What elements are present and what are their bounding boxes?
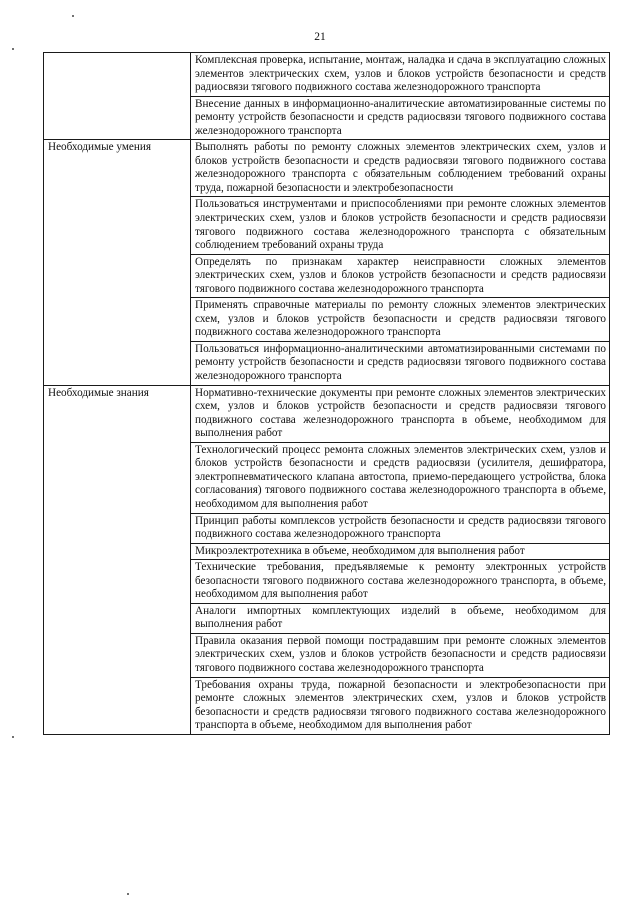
- row-text: Технологический процесс ремонта сложных элементов электрических схем, узлов и блоков устройств безопасности и средств радиосвязи (усилителя, дешифратора, электропневматического клапана автостопа, приемо-передающего устройства, блока согласования) тягового подвижного состава железнодорожного транспорта в объеме, необходимом для выполнения работ: [191, 442, 610, 513]
- row-text: Принцип работы комплексов устройств безопасности и средств радиосвязи тягового подвижного состава железнодорожного транспорта: [191, 513, 610, 543]
- row-text: Пользоваться информационно-аналитическими автоматизированными системами по ремонту устройств безопасности и средств радиосвязи тягового подвижного состава железнодорожного транспорта: [191, 341, 610, 385]
- row-text: Комплексная проверка, испытание, монтаж, наладка и сдача в эксплуатацию сложных элементов электрических схем, узлов и блоков устройств безопасности и средств радиосвязи тягового подвижного состава железнодорожного транспорта: [191, 53, 610, 97]
- row-text: Аналоги импортных комплектующих изделий в объеме, необходимом для выполнения работ: [191, 603, 610, 633]
- scan-speck: [72, 15, 74, 17]
- scan-speck: [12, 48, 14, 50]
- page-number: 21: [314, 31, 326, 43]
- table-row: [44, 385, 610, 442]
- row-label: [44, 53, 191, 140]
- row-text: Внесение данных в информационно-аналитические автоматизированные системы по ремонту устройств безопасности и средств радиосвязи тягового подвижного состава железнодорожного транспорта: [191, 96, 610, 140]
- row-text: Технические требования, предъявляемые к ремонту электронных устройств безопасности тягового подвижного состава железнодорожного транспорта, в объеме, необходимом для выполнения работ: [191, 560, 610, 604]
- row-text: Требования охраны труда, пожарной безопасности и электробезопасности при ремонте сложных элементов электрических схем, узлов и блоков устройств безопасности и средств радиосвязи тягового подвижного состава железнодорожного транспорта в объеме, необходимом для выполнения работ: [191, 677, 610, 734]
- row-text: Выполнять работы по ремонту сложных элементов электрических схем, узлов и блоков устройств безопасности и средств радиосвязи тягового подвижного состава железнодорожного транспорта с обязательным соблюдением требований охраны труда, пожарной безопасности и электробезопасности: [191, 140, 610, 197]
- table-row: [44, 140, 610, 197]
- row-text: Пользоваться инструментами и приспособлениями при ремонте сложных элементов электрических схем, узлов и блоков устройств безопасности и средств радиосвязи тягового подвижного состава железнодорожного транспорта с обязательным соблюдением требований охраны труда: [191, 197, 610, 254]
- row-text: Применять справочные материалы по ремонту сложных элементов электрических схем, узлов и блоков устройств безопасности и средств радиосвязи тягового подвижного состава железнодорожного транспорта: [191, 298, 610, 342]
- competency-table: [43, 52, 610, 735]
- table-row: [44, 53, 610, 97]
- row-text: Правила оказания первой помощи пострадавшим при ремонте сложных элементов электрических схем, узлов и блоков устройств безопасности и средств радиосвязи тягового подвижного состава железнодорожного транспорта: [191, 633, 610, 677]
- row-label-knowledge: Необходимые знания: [44, 385, 191, 734]
- row-text: Определять по признакам характер неисправности сложных элементов электрических схем, узлов и блоков устройств безопасности и средств радиосвязи тягового подвижного состава железнодорожного транспорта: [191, 254, 610, 298]
- scan-speck: [12, 736, 14, 738]
- row-text: Микроэлектротехника в объеме, необходимом для выполнения работ: [191, 543, 610, 560]
- row-label-skills: Необходимые умения: [44, 140, 191, 385]
- row-text: Нормативно-технические документы при ремонте сложных элементов электрических схем, узлов и блоков устройств безопасности и средств радиосвязи тягового подвижного состава железнодорожного транспорта в объеме, необходимом для выполнения работ: [191, 385, 610, 442]
- scan-speck: [127, 893, 129, 895]
